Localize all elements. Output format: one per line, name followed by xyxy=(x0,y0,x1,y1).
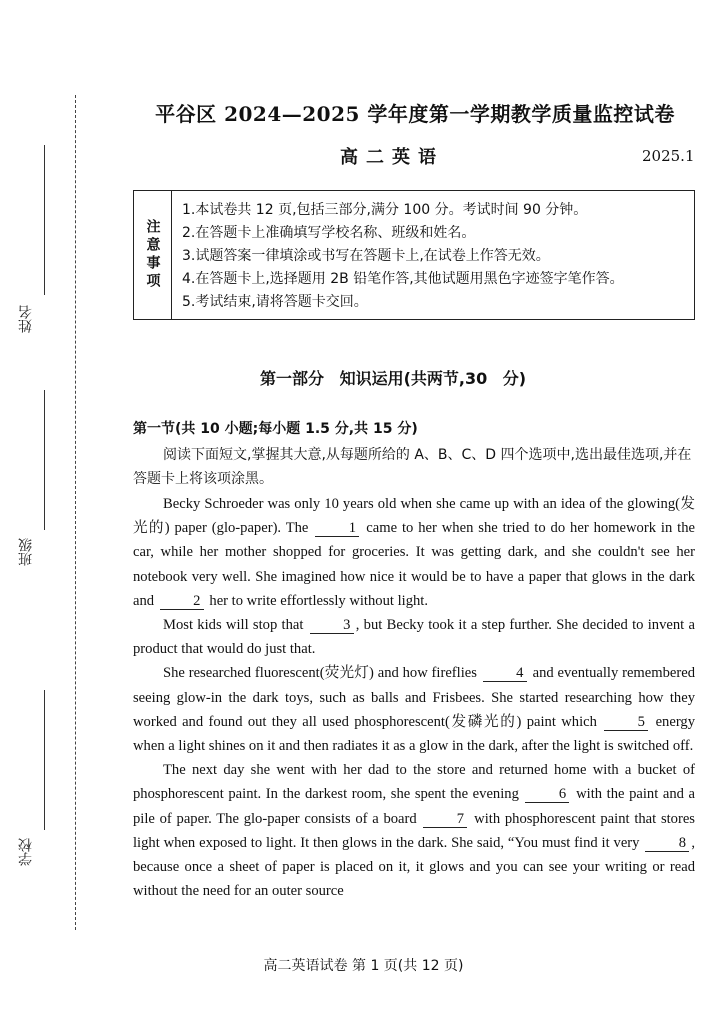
blank-2: 2 xyxy=(160,593,204,610)
passage-text: came to her when she tried to do her homework in the car, while her mother shopped for groceries. It was getting dark, and she couldn't see her notebook very well. She imagined how nice it would be to have a paper that glows in the dark and xyxy=(133,520,696,609)
exam-title: 平谷区 2024—2025 学年度第一学期教学质量监控试卷 xyxy=(155,102,675,126)
passage-text: , because once a sheet of paper is placed on it, it glows and you can see your writing or read without the need for an outer source xyxy=(133,834,695,900)
passage-text: with the paint and a pile of paper. The glo-paper consists of a board xyxy=(133,786,695,827)
sidebar-class-label: 班级 xyxy=(18,538,34,566)
passage-text: her to write effortlessly without light. xyxy=(209,592,428,609)
blank-1: 1 xyxy=(315,520,359,537)
passage-paragraph xyxy=(133,758,695,903)
passage-text: The next day she went with her dad to the store and returned home with a bucket of phosphorescent paint. In the darkest room, she spent the evening xyxy=(133,762,695,803)
binding-dashed-line xyxy=(75,95,76,930)
section-instruction: 阅读下面短文,掌握其大意,从每题所给的 A、B、C、D 四个选项中,选出最佳选项,并在答题卡上将该项涂黑。 xyxy=(133,447,692,487)
section-heading: 第一节(共 10 小题;每小题 1.5 分,共 15 分) xyxy=(133,421,418,437)
blank-5: 5 xyxy=(604,714,648,731)
notice-list xyxy=(182,199,624,314)
sidebar-name-label: 姓名 xyxy=(18,305,34,333)
sidebar-name-line xyxy=(44,145,45,295)
notice-item: 5.考试结束,请将答题卡交回。 xyxy=(182,294,368,310)
passage-text: Becky Schroeder was only 10 years old when she came up with an idea of the glowing(发光的) paper (glo-paper). The xyxy=(133,496,695,537)
cloze-passage xyxy=(133,492,695,903)
passage-text: energy when a light shines on it and then radiates it as a glow in the dark, after the light is switched off. xyxy=(133,713,696,755)
passage-text: She researched fluorescent(荧光灯) and how fireflies xyxy=(163,665,477,682)
exam-date: 2025.1 xyxy=(642,147,695,165)
exam-subject: 高二英语 xyxy=(340,147,444,168)
passage-text: , but Becky took it a step further. She decided to invent a product that would do just that. xyxy=(133,617,695,658)
passage-paragraph xyxy=(133,661,695,758)
notice-label: 注意事项 xyxy=(144,219,161,291)
passage-paragraph xyxy=(133,492,695,613)
blank-8: 8 xyxy=(645,835,689,852)
notice-item: 2.在答题卡上准确填写学校名称、班级和姓名。 xyxy=(182,225,476,241)
notice-item: 3.试题答案一律填涂或书写在答题卡上,在试卷上作答无效。 xyxy=(182,248,550,264)
notice-box xyxy=(133,190,695,320)
page-footer: 高二英语试卷 第 1 页(共 12 页) xyxy=(263,958,464,974)
passage-text: and eventually remembered seeing glow-in the dark toys, such as balls and Frisbees. She started researching how they worked and found out they all used phosphorescent(发磷光的) paint which xyxy=(133,665,696,730)
notice-item: 4.在答题卡上,选择题用 2B 铅笔作答,其他试题用黑色字迹签字笔作答。 xyxy=(182,271,624,287)
notice-item: 1.本试卷共 12 页,包括三部分,满分 100 分。考试时间 90 分钟。 xyxy=(182,202,588,218)
blank-4: 4 xyxy=(483,665,527,682)
part-heading: 第一部分 知识运用(共两节,30 分) xyxy=(260,369,527,388)
passage-paragraph xyxy=(133,613,695,661)
blank-7: 7 xyxy=(423,811,467,828)
sidebar-school-label: 学校 xyxy=(18,838,34,866)
passage-text: Most kids will stop that xyxy=(163,617,304,634)
sidebar-class-line xyxy=(44,390,45,530)
notice-label-cell xyxy=(134,191,172,319)
blank-6: 6 xyxy=(525,786,569,803)
blank-3: 3 xyxy=(310,617,354,634)
sidebar-school-line xyxy=(44,690,45,830)
passage-text: with phosphorescent paint that stores light when exposed to light. It then glows in the dark. She said, “You must find it very xyxy=(133,810,695,851)
